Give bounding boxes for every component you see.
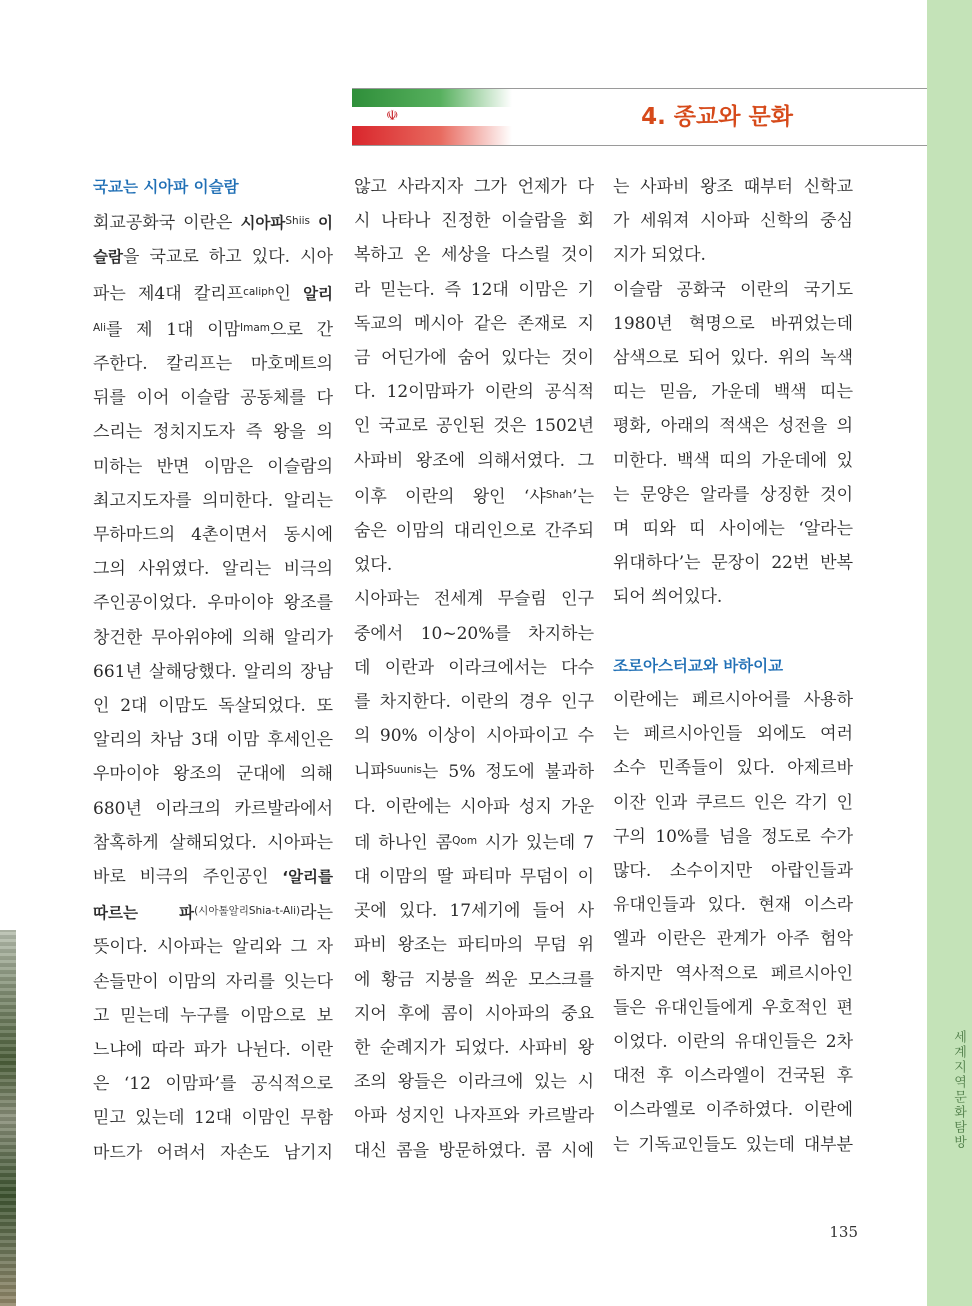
text-column-2 (354, 170, 594, 1168)
paragraph-line: 주한다. 칼리프는 마호메트의 (93, 354, 333, 375)
paragraph-line: 마드가 어려서 자손도 남기지 (93, 1142, 333, 1163)
paragraph-line: 661년 살해당했다. 알리의 장남 (93, 661, 333, 682)
chapter-title: 4. 종교와 문화 (641, 104, 793, 130)
paragraph-line: 니파$^{Suunis}$는 5% 정도에 불과하 (354, 762, 594, 783)
paragraph-line: 이스라엘로 이주하였다. 이란에 (613, 1100, 853, 1121)
paragraph-line: 인 국교로 공인된 것은 1502년 (354, 416, 594, 437)
paragraph-line: 위대하다’는 문장이 22번 반복 (613, 553, 853, 574)
text-column-3 (613, 170, 853, 1162)
paragraph-line: 구의 10%를 넘을 정도로 수가 (613, 826, 853, 847)
paragraph-line: 무하마드의 4촌이면서 동시에 (93, 525, 333, 546)
paragraph-line: 그의 사위였다. 알리는 비극의 (93, 559, 333, 580)
iran-flag-image (352, 89, 512, 145)
paragraph-line: 아파 성지인 나자프와 카르발라 (354, 1106, 594, 1127)
paragraph-line: 파비 왕조는 파티마의 무덤 위 (354, 935, 594, 956)
paragraph-line: 중에서 10~20%를 차지하는 (354, 623, 594, 644)
paragraph-line: 다. 이란에는 시아파 성지 가운 (354, 796, 594, 817)
paragraph-line: 를 차지한다. 이란의 경우 인구 (354, 692, 594, 713)
paragraph-line: 은 ‘12 이맘파’를 공식적으로 (93, 1074, 333, 1095)
section-gap (613, 615, 853, 649)
paragraph-line: 곳에 있다. 17세기에 들어 사 (354, 901, 594, 922)
paragraph-line: 한 순례지가 되었다. 사파비 왕 (354, 1038, 594, 1059)
paragraph-line: 들은 유대인들에게 우호적인 편 (613, 997, 853, 1018)
paragraph-line: 미한다. 백색 띠의 가운데에 있 (613, 450, 853, 471)
paragraph-line: 않고 사라지자 그가 언제가 다 (354, 177, 594, 197)
paragraph-line: 는 문양은 알라를 상징한 것이 (613, 484, 853, 505)
paragraph-line: 데 하나인 콤$^{Qom}$ 시가 있는데 7 (354, 832, 594, 853)
paragraph-line: 하지만 역사적으로 페르시아인 (613, 963, 853, 984)
paragraph-line: 데 이란과 이라크에서는 다수 (354, 657, 594, 678)
paragraph-line: 이슬람 공화국 이란의 국기도 (613, 279, 853, 300)
paragraph-line: 삼색으로 되어 있다. 위의 녹색 (613, 348, 853, 369)
paragraph-line: 며 띠와 띠 사이에는 ‘알라는 (613, 519, 853, 540)
paragraph-line: 따르는 파$^{(시아톨알리Shia-t-Ali)}$라는 (93, 903, 333, 924)
paragraph-line: 에 황금 지붕을 씌운 모스크를 (354, 969, 594, 990)
paragraph-line: 지가 되었다. (613, 245, 706, 266)
paragraph-line: 었다. (354, 555, 393, 576)
paragraph-line: 손들만이 이맘의 자리를 잇는다 (93, 971, 333, 992)
paragraph-line: 창건한 무아위야에 의해 알리가 (93, 627, 333, 648)
paragraph-line: 우마이야 왕조의 군대에 의해 (93, 764, 333, 785)
paragraph-line: 금 어딘가에 숨어 있다는 것이 (354, 348, 594, 369)
paragraph-line: 소수 민족들이 있다. 아제르바 (613, 758, 853, 779)
paragraph-line: 사파비 왕조에 의해서였다. 그 (354, 450, 594, 471)
chapter-header (352, 88, 927, 146)
paragraph-line: 평화, 아래의 적색은 성전을 의 (613, 416, 853, 437)
paragraph-line: 인 2대 이맘도 독살되었다. 또 (93, 696, 333, 717)
paragraph-line: 미하는 반면 이맘은 이슬람의 (93, 456, 333, 477)
paragraph-line: 엘과 이란은 관계가 아주 험악 (613, 929, 853, 950)
paragraph-line: 되어 씌어있다. (613, 587, 723, 608)
paragraph-line: 고 믿는데 누구를 이맘으로 보 (93, 1005, 333, 1026)
paragraph-line: 독교의 메시아 같은 존재로 지 (354, 313, 594, 334)
paragraph-line: 유대인들과 있다. 현재 이스라 (613, 895, 853, 916)
side-label: 세계지역문화탐방 (951, 1030, 966, 1150)
paragraph-line: 복하고 온 세상을 다스릴 것이 (354, 245, 594, 266)
paragraph-line: 띠는 믿음, 가운데 백색 띠는 (613, 382, 853, 403)
paragraph-line: 시아파는 전세계 무슬림 인구 (354, 589, 594, 610)
paragraph-line: 이었다. 이란의 유대인들은 2차 (613, 1032, 853, 1053)
emblem-icon: ☫ (386, 108, 399, 124)
paragraph-line: 슬람을 국교로 하고 있다. 시아 (93, 247, 333, 268)
paragraph-line: 이후 이란의 왕인 ‘샤$^{Shah}$’는 (354, 486, 594, 507)
paragraph-line: 680년 이라크의 카르발라에서 (93, 798, 333, 819)
paragraph-line: 대전 후 이스라엘이 건국된 후 (613, 1066, 853, 1087)
photo-strip-image (0, 930, 16, 1306)
paragraph-line: 뜻이다. 시아파는 알리와 그 자 (93, 937, 333, 958)
paragraph-line: 이란에는 페르시아어를 사용하 (613, 690, 853, 711)
paragraph-line: 뒤를 이어 이슬람 공동체를 다 (93, 388, 333, 409)
paragraph-line: 지어 후에 콤이 시아파의 중요 (354, 1003, 594, 1024)
paragraph-line: 의 90% 이상이 시아파이고 수 (354, 726, 594, 747)
paragraph-line: 는 페르시아인들 외에도 여러 (613, 724, 853, 745)
paragraph-line: 대 이맘의 딸 파티마 무덤이 이 (354, 867, 594, 888)
page-number: 135 (829, 1223, 858, 1241)
paragraph-line: 주인공이었다. 우마이야 왕조를 (93, 593, 333, 614)
paragraph-line: 바로 비극의 주인공인 ‘알리를 (93, 867, 333, 888)
paragraph-line: 최고지도자를 의미한다. 알리는 (93, 490, 333, 511)
paragraph-line: 스리는 정치지도자 즉 왕을 의 (93, 422, 333, 443)
section-heading: 국교는 시아파 이슬람 (93, 178, 239, 196)
paragraph-line: 믿고 있는데 12대 이맘인 무함 (93, 1108, 333, 1129)
text-column-1 (93, 170, 333, 1170)
paragraph-line: 대신 콤을 방문하였다. 콤 시에 (354, 1140, 594, 1161)
section-heading: 조로아스터교와 바하이교 (613, 656, 784, 675)
paragraph-line: 는 사파비 왕조 때부터 신학교 (613, 177, 853, 197)
paragraph-line: 파는 제4대 칼리프$^{caliph}$인 알리 (93, 283, 334, 304)
paragraph-line: 1980년 혁명으로 바뀌었는데 (613, 313, 853, 334)
paragraph-line: 회교공화국 이란은 시아파$^{Shiis}$ 이 (93, 213, 333, 234)
paragraph-line: 느냐에 따라 파가 나뉜다. 이란 (93, 1040, 333, 1061)
paragraph-line: 는 기독교인들도 있는데 대부분 (613, 1134, 853, 1155)
paragraph-line: 가 세워져 시아파 신학의 중심 (613, 211, 853, 232)
paragraph-line: 많다. 소수이지만 아랍인들과 (613, 861, 853, 882)
paragraph-line: 참혹하게 살해되었다. 시아파는 (93, 832, 333, 853)
paragraph-line: 조의 왕들은 이라크에 있는 시 (354, 1072, 594, 1093)
paragraph-line: 알리의 차남 3대 이맘 후세인은 (93, 730, 333, 751)
paragraph-line: 라 믿는다. 즉 12대 이맘은 기 (354, 279, 594, 300)
paragraph-line: 시 나타나 진정한 이슬람을 회 (354, 211, 594, 232)
paragraph-line: 이잔 인과 쿠르드 인은 각기 인 (613, 792, 853, 813)
paragraph-line: $^{Ali}$를 제 1대 이맘$^{Imam}$으로 간 (93, 319, 334, 340)
paragraph-line: 숨은 이맘의 대리인으로 간주되 (354, 521, 594, 542)
paragraph-line: 다. 12이맘파가 이란의 공식적 (354, 382, 594, 403)
